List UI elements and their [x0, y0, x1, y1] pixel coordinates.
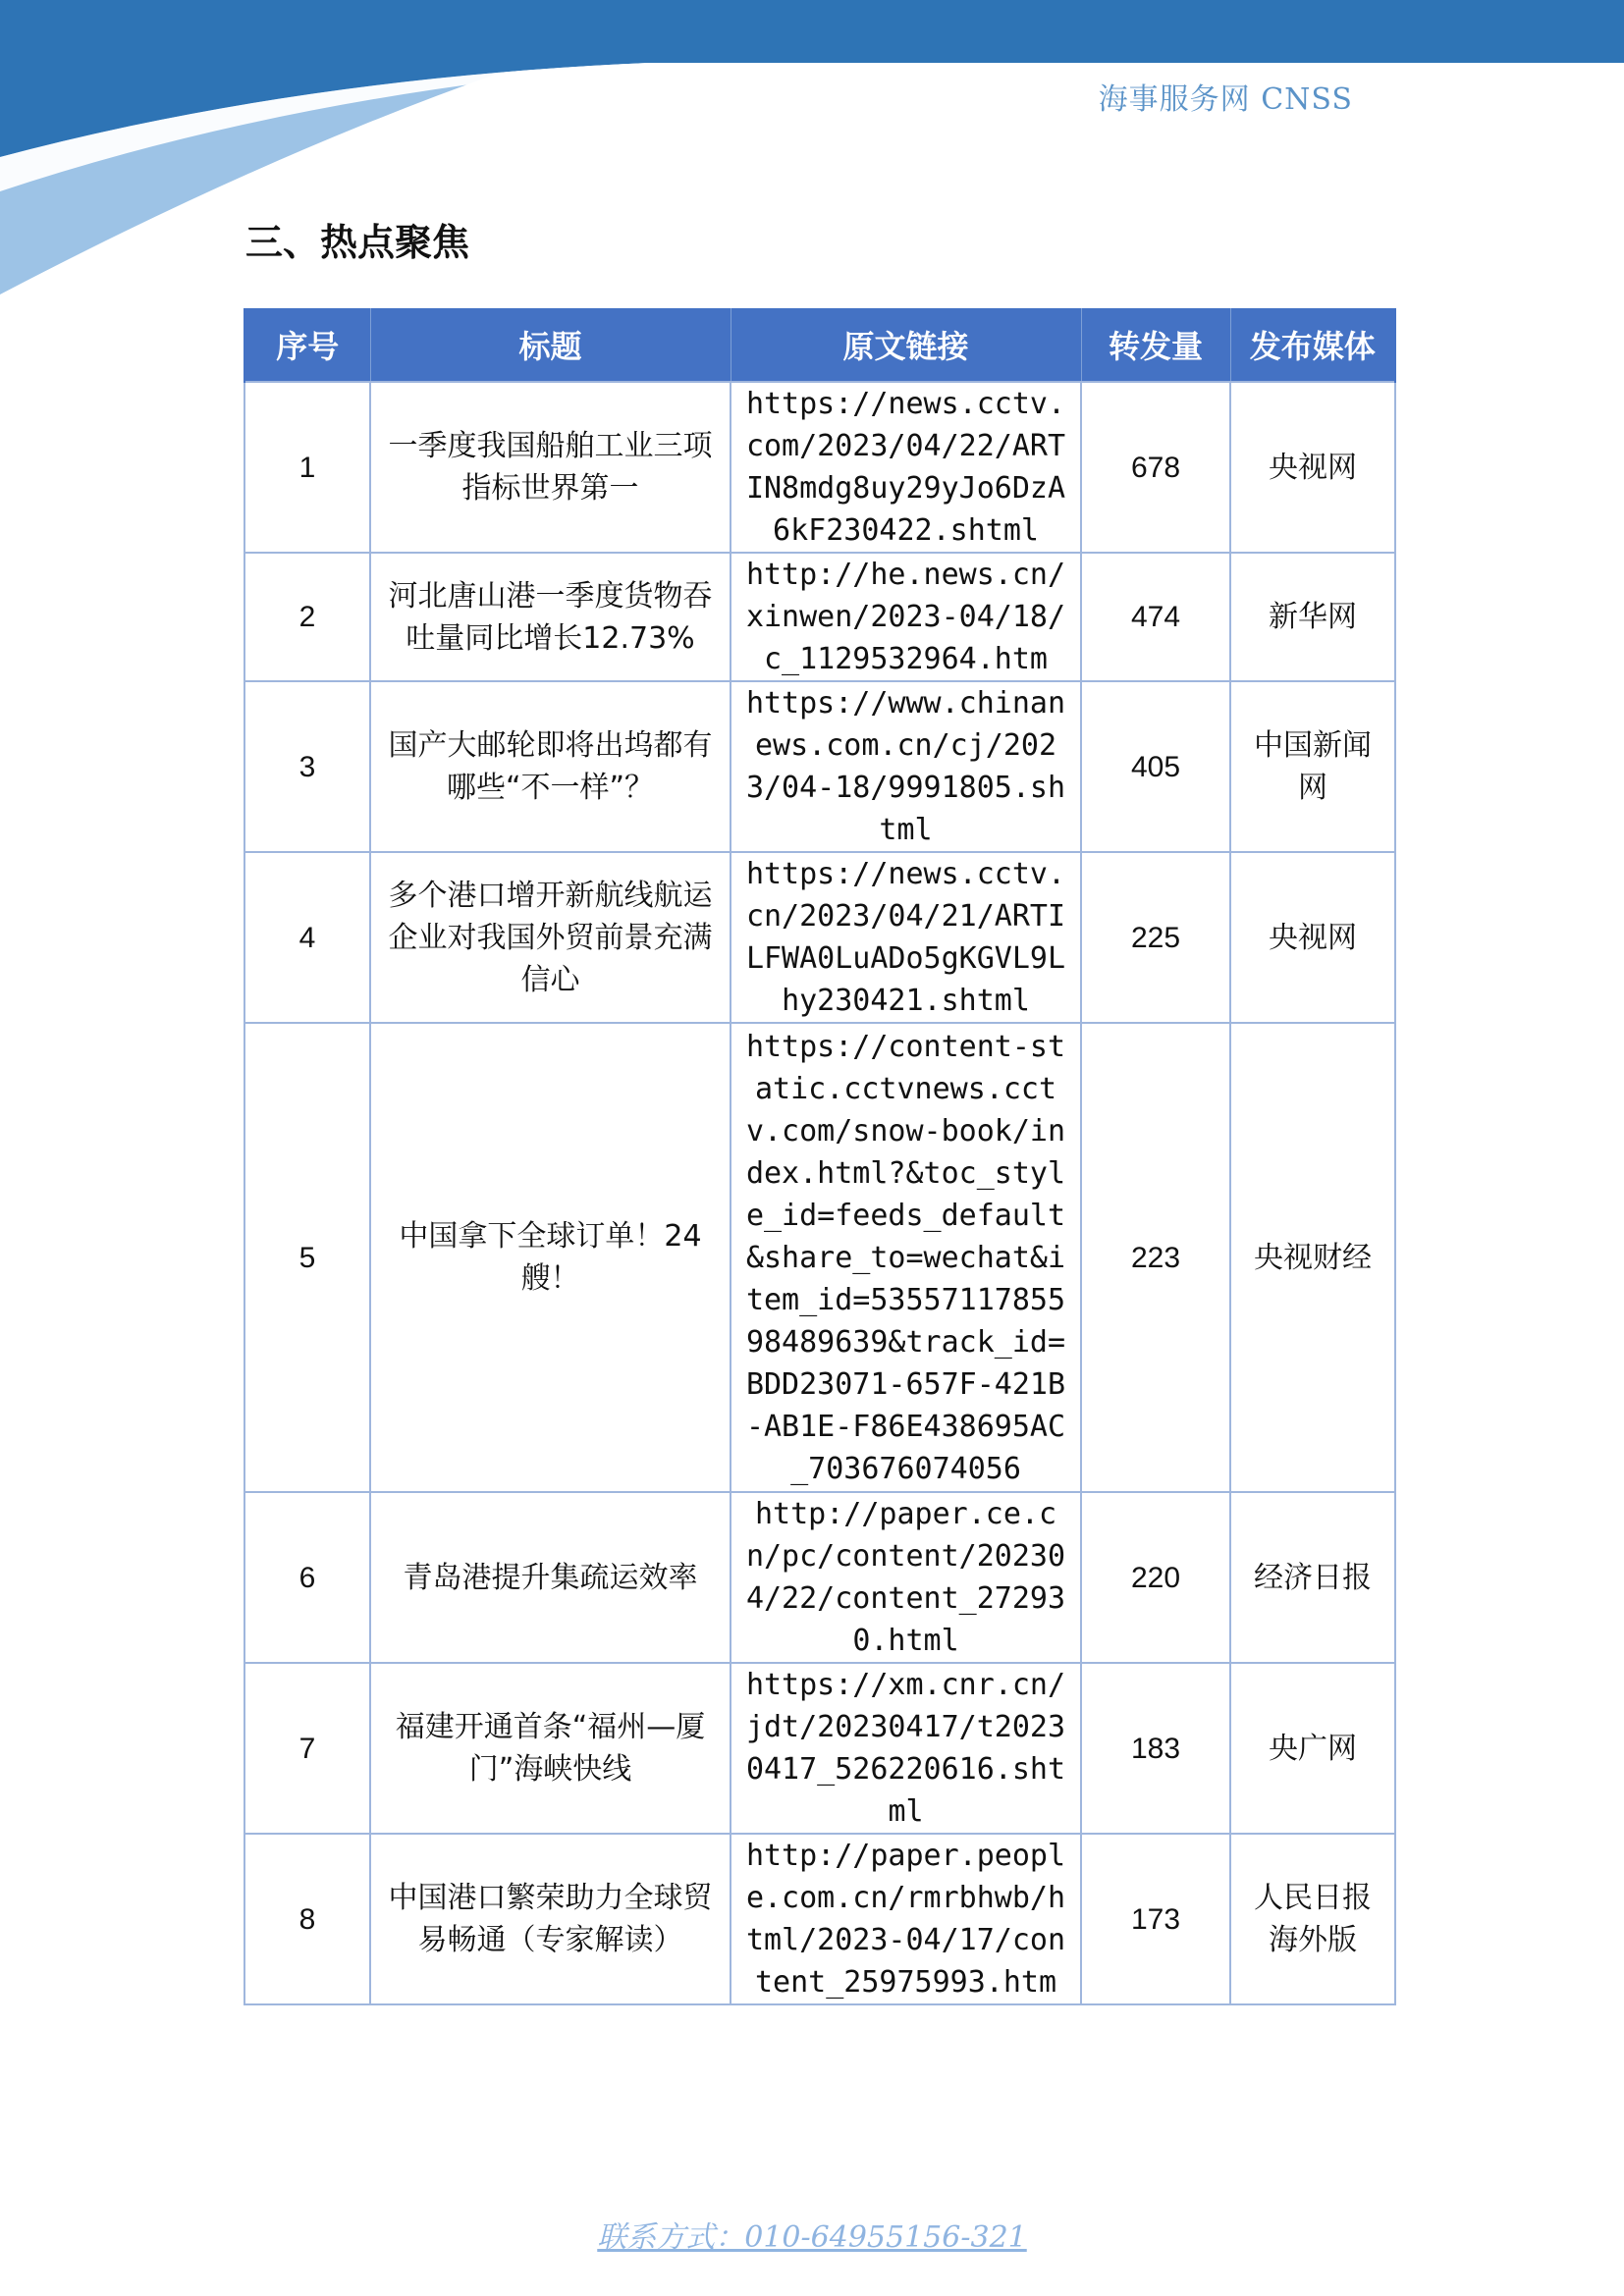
row-title: 一季度我国船舶工业三项指标世界第一	[370, 382, 731, 553]
header-media: 发布媒体	[1230, 308, 1395, 382]
row-index: 7	[244, 1663, 370, 1834]
header-banner	[0, 0, 1624, 294]
row-media: 人民日报海外版	[1230, 1834, 1395, 2004]
table-row	[244, 1492, 1395, 1663]
row-link[interactable]: https://news.cctv.cn/2023/04/21/ARTILFWA0LuADo5gKGVL9Lhy230421.shtml	[731, 852, 1081, 1023]
row-link[interactable]: http://paper.ce.cn/pc/content/202304/22/content_272930.html	[731, 1492, 1081, 1663]
row-shares: 474	[1081, 553, 1230, 681]
row-shares: 183	[1081, 1663, 1230, 1834]
row-link[interactable]: http://he.news.cn/xinwen/2023-04/18/c_1129532964.htm	[731, 553, 1081, 681]
table-row	[244, 681, 1395, 852]
row-link[interactable]: https://xm.cnr.cn/jdt/20230417/t20230417_526220616.shtml	[731, 1663, 1081, 1834]
row-title: 青岛港提升集疏运效率	[370, 1492, 731, 1663]
row-link[interactable]: http://paper.people.com.cn/rmrbhwb/html/2023-04/17/content_25975993.htm	[731, 1834, 1081, 2004]
table-row	[244, 553, 1395, 681]
row-title: 多个港口增开新航线航运企业对我国外贸前景充满信心	[370, 852, 731, 1023]
row-link[interactable]: https://content-static.cctvnews.cctv.com/snow-book/index.html?&toc_style_id=feeds_default&share_to=wechat&item_id=5355711785598489639&track_id=BDD23071-657F-421B-AB1E-F86E438695AC_703676074056	[731, 1023, 1081, 1492]
table-row	[244, 852, 1395, 1023]
row-title: 福建开通首条“福州—厦门”海峡快线	[370, 1663, 731, 1834]
hot-news-table	[244, 308, 1396, 2005]
header-title: 标题	[370, 308, 731, 382]
row-title: 中国拿下全球订单！24艘！	[370, 1023, 731, 1492]
row-media: 央视网	[1230, 852, 1395, 1023]
row-shares: 225	[1081, 852, 1230, 1023]
row-title: 国产大邮轮即将出坞都有哪些“不一样”？	[370, 681, 731, 852]
row-shares: 405	[1081, 681, 1230, 852]
row-shares: 173	[1081, 1834, 1230, 2004]
row-shares: 220	[1081, 1492, 1230, 1663]
row-shares: 678	[1081, 382, 1230, 553]
table-row	[244, 1834, 1395, 2004]
row-index: 8	[244, 1834, 370, 2004]
row-link[interactable]: https://www.chinanews.com.cn/cj/2023/04-18/9991805.shtml	[731, 681, 1081, 852]
row-media: 央视财经	[1230, 1023, 1395, 1492]
row-media: 经济日报	[1230, 1492, 1395, 1663]
row-index: 3	[244, 681, 370, 852]
row-title: 河北唐山港一季度货物吞吐量同比增长12.73%	[370, 553, 731, 681]
table-header-row	[244, 308, 1395, 382]
row-media: 央广网	[1230, 1663, 1395, 1834]
row-index: 5	[244, 1023, 370, 1492]
row-media: 央视网	[1230, 382, 1395, 553]
row-link[interactable]: https://news.cctv.com/2023/04/22/ARTIN8mdg8uy29yJo6DzA6kF230422.shtml	[731, 382, 1081, 553]
footer-contact: 联系方式：010-64955156-321	[597, 2220, 1027, 2255]
row-index: 2	[244, 553, 370, 681]
table-row	[244, 1663, 1395, 1834]
row-media: 中国新闻网	[1230, 681, 1395, 852]
row-title: 中国港口繁荣助力全球贸易畅通（专家解读）	[370, 1834, 731, 2004]
table-row	[244, 382, 1395, 553]
site-name: 海事服务网 CNSS	[1098, 82, 1353, 117]
row-shares: 223	[1081, 1023, 1230, 1492]
header-index: 序号	[244, 308, 370, 382]
row-index: 4	[244, 852, 370, 1023]
row-media: 新华网	[1230, 553, 1395, 681]
section-title: 三、热点聚焦	[245, 221, 470, 264]
table-row	[244, 1023, 1395, 1492]
header-shares: 转发量	[1081, 308, 1230, 382]
header-link: 原文链接	[731, 308, 1081, 382]
row-index: 1	[244, 382, 370, 553]
row-index: 6	[244, 1492, 370, 1663]
